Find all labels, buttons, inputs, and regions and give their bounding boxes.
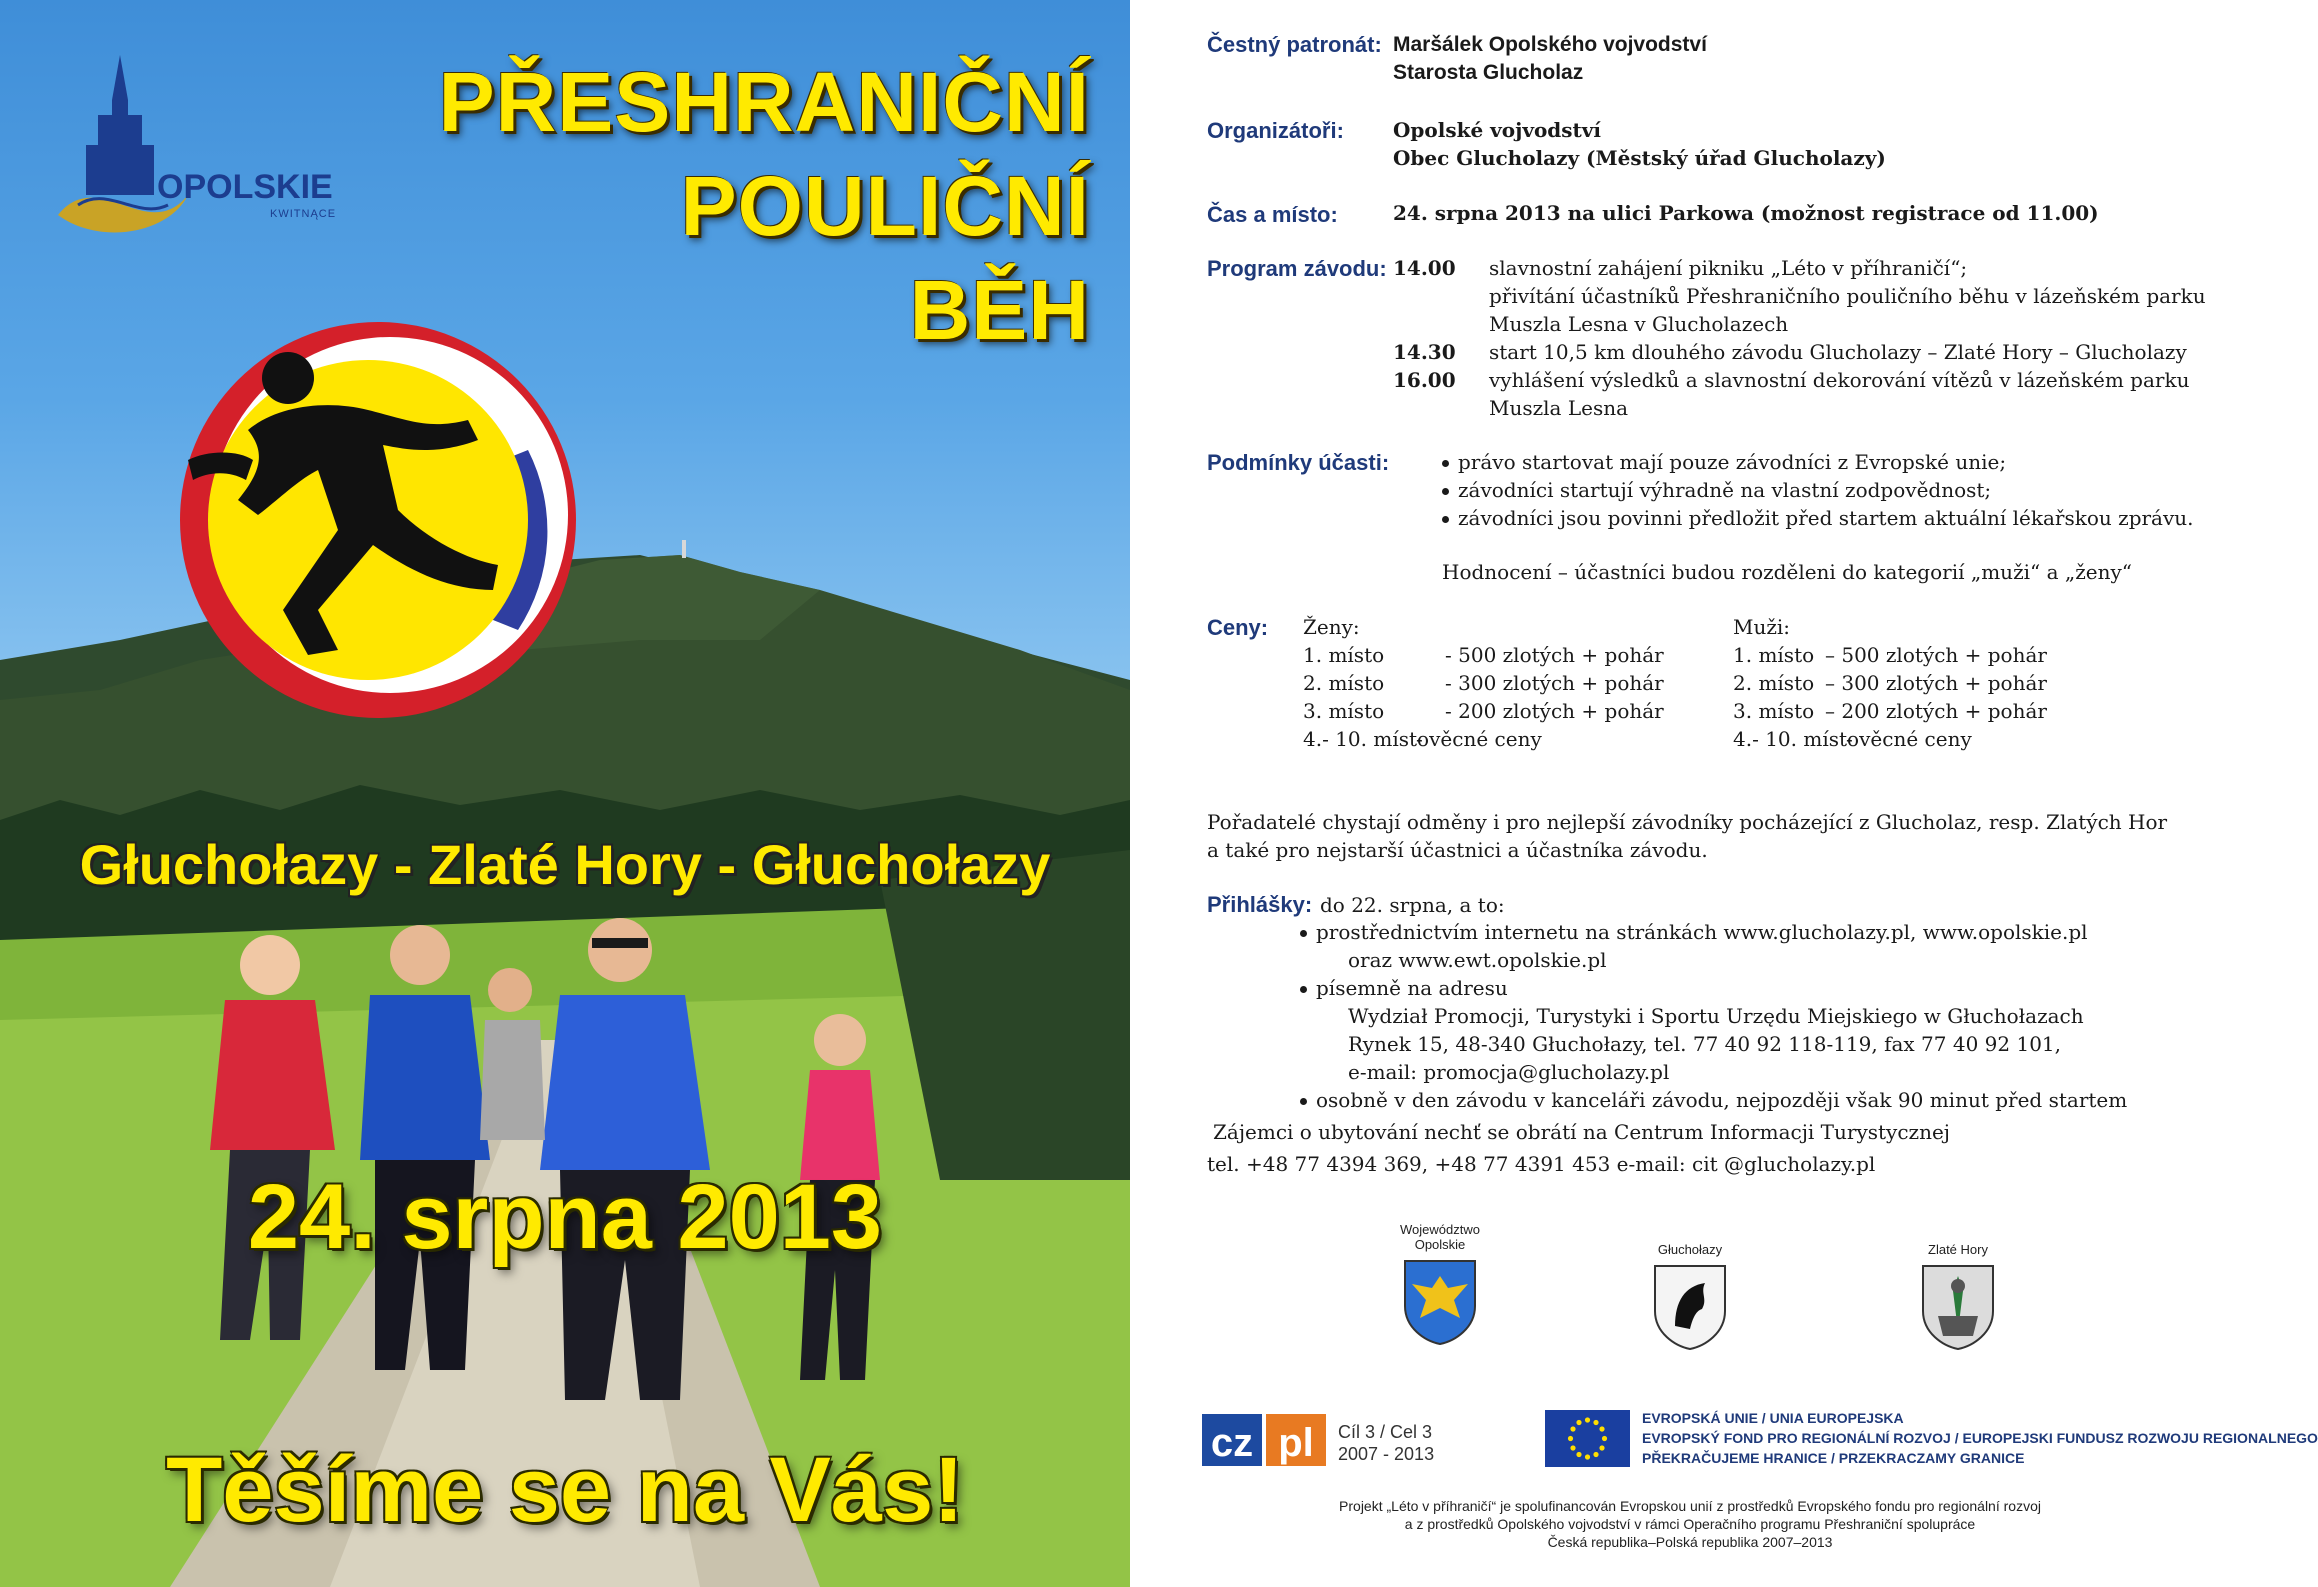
extra-text: a také pro nejstarší účastnici a účastníka závodu. (1207, 838, 1708, 862)
apply-email: e-mail: promocja@glucholazy.pl (1348, 1060, 1670, 1084)
crest-zlate-hory (1898, 1242, 2018, 1351)
pl-text: pl (1278, 1421, 1314, 1465)
patronage-2: Starosta Glucholaz (1393, 61, 1584, 84)
bullet-icon (1442, 488, 1449, 495)
footer-line: Projekt „Léto v příhraničí“ je spolufinancován Evropskou unií z prostředků Evropského fondu pro regionální rozvoj (1339, 1498, 2041, 1514)
apply-link: oraz www.ewt.opolskie.pl (1348, 948, 1607, 972)
women-place: 2. místo (1303, 671, 1385, 695)
condition-item: právo startovat mají pouze závodníci z Evropské unie; (1442, 448, 2006, 476)
women-place: 4.- 10. místo (1303, 727, 1430, 751)
program-line: vyhlášení výsledků a slavnostní dekorování vítězů v lázeňském parku (1489, 368, 2190, 392)
cz-text: cz (1210, 1421, 1254, 1465)
apply-address: Wydział Promocji, Turystyki i Sportu Urzędu Miejskiego w Głuchołazach (1348, 1004, 2084, 1028)
organizers-label: Organizátoři: (1207, 118, 1344, 143)
men-place: 4.- 10. místo (1733, 727, 1860, 751)
contact-text: tel. +48 77 4394 369, +48 77 4391 453 e-mail: cit @glucholazy.pl (1207, 1152, 1876, 1176)
logo-tagline: KWITNĄCE (270, 208, 337, 220)
lodging-text: Zájemci o ubytování nechť se obrátí na Centrum Informacji Turystycznej (1213, 1120, 1951, 1144)
apply-item: osobně v den závodu v kanceláři závodu, nejpozději však 90 minut před startem (1300, 1086, 2127, 1114)
organizers-1: Opolské vojvodství (1393, 118, 1602, 142)
program-time: 14.30 (1393, 340, 1456, 364)
eagle-crest-icon (1400, 1256, 1480, 1346)
prizes-label: Ceny: (1207, 615, 1269, 640)
apply-intro: do 22. srpna, a to: (1320, 893, 1505, 917)
program-line: Muszla Lesna (1489, 396, 1629, 420)
bullet-icon (1442, 460, 1449, 467)
eu-fund-text (1642, 1408, 2318, 1468)
bullet-icon (1300, 1098, 1307, 1105)
crest-label: Opolskie (1414, 1237, 1466, 1252)
women-place: 3. místo (1303, 699, 1385, 723)
poster-panel (0, 0, 1130, 1587)
men-place: 3. místo (1733, 699, 1815, 723)
organizers-2: Obec Glucholazy (Městský úřad Glucholazy) (1393, 146, 1886, 170)
program-line: Muszla Lesna v Glucholazech (1489, 312, 1789, 336)
crest-label: Województwo (1400, 1222, 1480, 1237)
women-prize: - 300 zlotých + pohár (1445, 671, 1664, 695)
women-label: Ženy: (1303, 615, 1360, 639)
men-prize: – 200 zlotých + pohár (1825, 699, 2047, 723)
eu-flag-icon (1545, 1410, 1630, 1467)
title-line: BĚH (909, 263, 1090, 357)
program-line: přivítání účastníků Přeshraničního pouličního běhu v lázeňském parku (1489, 284, 2206, 308)
men-prize: – 300 zlotých + pohár (1825, 671, 2047, 695)
patronage-1: Maršálek Opolského vojvodství (1393, 33, 1707, 56)
crest-label: Głuchołazy (1657, 1242, 1723, 1257)
title-line: POULIČNÍ (680, 159, 1090, 253)
crest-opolskie (1380, 1222, 1500, 1346)
program-line: start 10,5 km dlouhého závodu Glucholazy – Zlaté Hory – Glucholazy (1489, 340, 2187, 364)
women-prize: - 500 zlotých + pohár (1445, 643, 1664, 667)
condition-item: závodníci startují výhradně na vlastní zodpovědnost; (1442, 476, 1991, 504)
time-label: Čas a místo: (1207, 202, 1338, 227)
bullet-icon (1300, 930, 1307, 937)
eu-line: EVROPSKÁ UNIE / UNIA EUROPEJSKA (1642, 1410, 1904, 1426)
apply-item: písemně na adresu (1300, 974, 1508, 1002)
women-prize: - 200 zlotých + pohár (1445, 699, 1664, 723)
horse-crest-icon (1650, 1261, 1730, 1351)
title-line: PŘESHRANIČNÍ (438, 55, 1090, 149)
conditions-label: Podmínky účasti: (1207, 450, 1390, 475)
extra-text: Pořadatelé chystají odměny i pro nejlepší závodníky pocházející z Glucholaz, resp. Zlatých Hor (1207, 810, 2168, 834)
years-text: 2007 - 2013 (1338, 1444, 1435, 1464)
time-value: 24. srpna 2013 na ulici Parkowa (možnost registrace od 11.00) (1393, 201, 2099, 225)
miner-crest-icon (1918, 1261, 1998, 1351)
logo-name: OPOLSKIE (157, 168, 333, 206)
runner-emblem-icon (168, 310, 588, 730)
crest-glucholazy (1630, 1242, 1750, 1351)
cil-text: Cíl 3 / Cel 3 (1338, 1422, 1433, 1442)
eu-line: EVROPSKÝ FOND PRO REGIONÁLNÍ ROZVOJ / EUROPEJSKI FUNDUSZ ROZWOJU REGIONALNEGO (1642, 1430, 2318, 1446)
footer-line: a z prostředků Opolského vojvodství v rámci Operačního programu Přeshraniční spolupráce (1404, 1516, 1976, 1532)
welcome-text: Těšíme se na Vás! (166, 1439, 964, 1541)
crest-label: Zlaté Hory (1928, 1242, 1988, 1257)
men-place: 1. místo (1733, 643, 1815, 667)
women-place: 1. místo (1303, 643, 1385, 667)
bullet-icon (1442, 516, 1449, 523)
program-time: 14.00 (1393, 256, 1456, 280)
evaluation-text: Hodnocení – účastníci budou rozděleni do kategorií „muži“ a „ženy“ (1442, 560, 2132, 584)
men-place: 2. místo (1733, 671, 1815, 695)
apply-address: Rynek 15, 48-340 Głuchołazy, tel. 77 40 92 118-119, fax 77 40 92 101, (1348, 1032, 2062, 1056)
footer-line: Česká republika–Polská republika 2007–2013 (1547, 1534, 1833, 1550)
bullet-icon (1300, 986, 1307, 993)
condition-item: závodníci jsou povinni předložit před startem aktuální lékařskou zprávu. (1442, 504, 2194, 532)
apply-label: Přihlášky: (1207, 892, 1313, 917)
cz-pl-program-logo (1202, 1410, 1482, 1470)
footer-note (1230, 1497, 2150, 1551)
men-prize: - věcné ceny (1846, 727, 1972, 751)
apply-item: prostřednictvím internetu na stránkách www.glucholazy.pl, www.opolskie.pl (1300, 918, 2088, 946)
men-label: Muži: (1733, 615, 1791, 639)
patronage-label: Čestný patronát: (1207, 32, 1382, 57)
program-line: slavnostní zahájení pikniku „Léto v příhraničí“; (1489, 256, 1968, 280)
women-prize: - věcné ceny (1416, 727, 1542, 751)
eu-line: PŘEKRAČUJEME HRANICE / PRZEKRACZAMY GRANICE (1642, 1450, 2025, 1466)
event-date: 24. srpna 2013 (247, 1166, 883, 1268)
program-label: Program závodu: (1207, 256, 1387, 281)
route-text: Głuchołazy - Zlaté Hory - Głuchołazy (79, 833, 1051, 896)
program-time: 16.00 (1393, 368, 1456, 392)
men-prize: – 500 zlotých + pohár (1825, 643, 2047, 667)
